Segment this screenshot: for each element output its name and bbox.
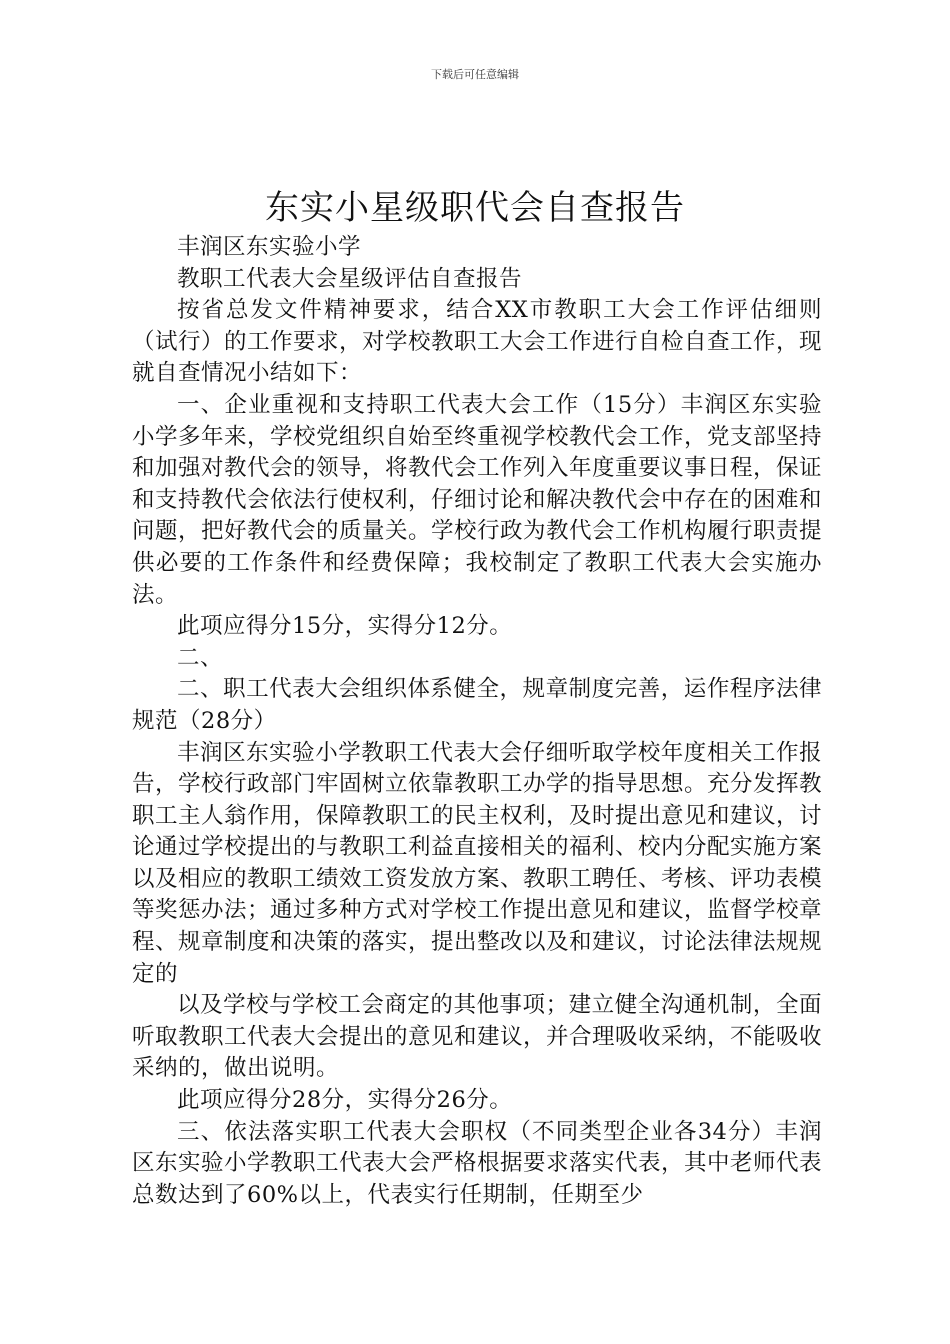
paragraph-score-2: 此项应得分28分，实得分26分。 — [177, 1087, 513, 1114]
paragraph-score-1: 此项应得分15分，实得分12分。 — [177, 613, 513, 640]
paragraph-subtitle: 教职工代表大会星级评估自查报告 — [177, 265, 523, 292]
paragraph-intro: 按省总发文件精神要求，结合XX市教职工大会工作评估细则（试行）的工作要求，对学校教职工大会工作进行自检自查工作，现就自查情况小结如下： — [132, 297, 823, 387]
paragraph-section-2-continued: 以及学校与学校工会商定的其他事项；建立健全沟通机制，全面听取教职工代表大会提出的意见和建议，并合理吸收采纳，不能吸收采纳的，做出说明。 — [132, 992, 823, 1082]
paragraph-section-3: 三、依法落实职工代表大会职权（不同类型企业各34分）丰润区东实验小学教职工代表大会严格根据要求落实代表，其中老师代表总数达到了60%以上，代表实行任期制，任期至少 — [132, 1118, 823, 1208]
paragraph-author: 丰润区东实验小学 — [177, 234, 362, 260]
paragraph-section-1: 一、企业重视和支持职工代表大会工作（15分）丰润区东实验小学多年来，学校党组织自始至终重视学校教代会工作，党支部坚持和加强对教代会的领导，将教代会工作列入年度重要议事日程，保证和支持教代会依法行使权利，仔细讨论和解决教代会中存在的困难和问题，把好教代会的质量关。学校行政为教代会工作机构履行职责提供必要的工作条件和经费保障；我校制定了教职工代表大会实施办法。 — [132, 391, 823, 608]
paragraph-section-2-body: 丰润区东实验小学教职工代表大会仔细听取学校年度相关工作报告，学校行政部门牢固树立依靠教职工办学的指导思想。充分发挥教职工主人翁作用，保障教职工的民主权利，及时提出意见和建议，讨论通过学校提出的与教职工利益直接相关的福利、校内分配实施方案以及相应的教职工绩效工资发放方案、教职工聘任、考核、评功表模等奖惩办法；通过多种方式对学校工作提出意见和建议，监督学校章程、规章制度和决策的落实，提出整改以及和建议，讨论法律法规规定的 — [132, 739, 823, 987]
paragraph-section-2-heading: 二、职工代表大会组织体系健全，规章制度完善，运作程序法律规范（28分） — [132, 676, 822, 734]
document-title: 东实小星级职代会自查报告 — [265, 188, 685, 228]
document-body — [132, 232, 822, 1211]
paragraph-section-2-marker: 二、 — [177, 644, 224, 671]
page-header: 下载后可任意编辑 — [431, 68, 519, 81]
